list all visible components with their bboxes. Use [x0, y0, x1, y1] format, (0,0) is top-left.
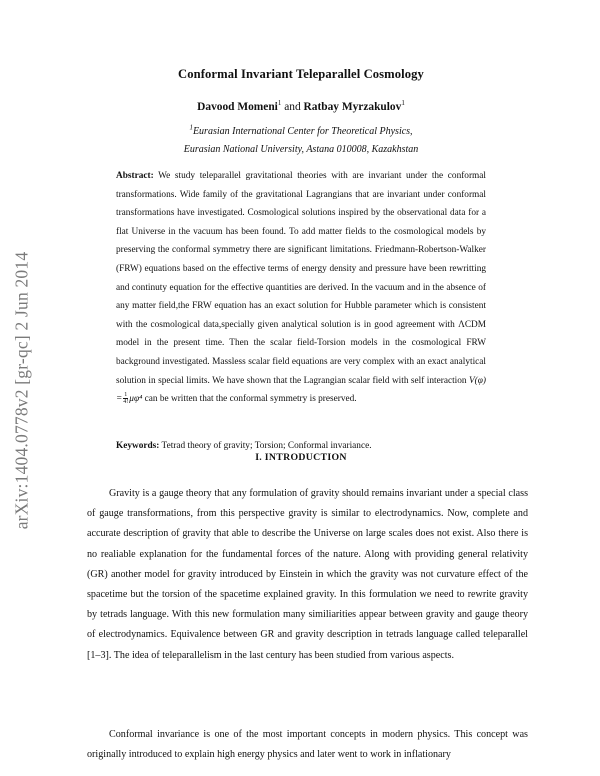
- author-list: [60, 101, 542, 113]
- paragraph-text: Conformal invariance is one of the most important concepts in modern physics. This concept was originally introduced to explain high energy physics and later went to work in inflationary: [87, 729, 528, 761]
- abstract-body-end: can be written that the conformal symmetry is preserved.: [144, 394, 357, 405]
- affiliation-line: [60, 144, 542, 155]
- author-affiliation-marker: 1: [401, 99, 405, 108]
- abstract-label: Abstract:: [116, 171, 154, 181]
- fraction-denominator: 4!: [123, 399, 129, 406]
- section-heading: I. INTRODUCTION: [255, 452, 347, 463]
- arxiv-id-text: arXiv:1404.0778v2 [gr-qc] 2 Jun 2014: [11, 251, 32, 529]
- paragraph-text: Gravity is a gauge theory that any formulation of gravity should remains invariant under a special class of gauge transformations, from this perspective gravity is similar to electrodynamics. Now, complete and accurate description of gravity that able to describe the Universe on large scales does not exist. Also there is no realiable explanation for the fundamental forces of the nature. Along with providing general relativity (GR) another model for gravity introduced by Einstein in which the gravity was not curvature effect of the spacetime but the torsion of the spacetime explained gravity. In this formulation we need to rewrite gravity by tetrads language. With this new formulation many similiarities appear between gravity and gauge theory of electrodynamics. Equivalence between GR and gravity description in tetrads language called teleparallel [1–3]. The idea of teleparallelism in the last century has been studied from various aspects.: [87, 488, 528, 661]
- affiliation-marker: 1: [189, 123, 193, 132]
- affiliation-text: Eurasian National University, Astana 010008, Kazakhstan: [183, 144, 419, 155]
- body-paragraph: [87, 725, 528, 765]
- author-affiliation-marker: 1: [277, 99, 282, 108]
- abstract-equation-rhs: μφ⁴: [129, 394, 143, 405]
- keywords-label: Keywords:: [116, 441, 160, 451]
- abstract-equation-fraction: [123, 392, 128, 405]
- author-name: Ratbay Myrzakulov: [303, 101, 402, 113]
- affiliation-line: [60, 123, 542, 137]
- keywords-text: Tetrad theory of gravity; Torsion; Conformal invariance.: [161, 441, 372, 451]
- author-connector: and: [284, 101, 301, 113]
- abstract: [116, 167, 486, 409]
- keywords: [116, 439, 486, 453]
- author-name: Davood Momeni: [197, 101, 278, 113]
- abstract-equation-lhs: V(φ) =: [116, 375, 486, 405]
- arxiv-identifier-stamp: [0, 200, 44, 580]
- affiliation-text: Eurasian International Center for Theoretical Physics,: [192, 126, 413, 137]
- body-paragraph: [87, 484, 528, 666]
- paper-title: Conformal Invariant Teleparallel Cosmology: [178, 67, 424, 81]
- abstract-body: We study teleparallel gravitational theories with are invariant under the conformal transformations. Wide family of the gravitational Lagrangians that are invariant under conformal transformations have investigated. Cosmological solutions inspired by the observational data for a flat Universe in the vacuum has been found. To add matter fields to the cosmological models by preserving the conformal symmetry there are significant limitations. Friedmann-Robertson-Walker (FRW) equations based on the effective terms of energy density and pressure have been rewritting and continuty equation for the effective quantities are derived. In the vacuum and in the absence of any matter field,the FRW equation has an exact solution for Hubble parameter which is consistent with the cosmological data,specially given analytical solution is in good agreement with ΛCDM model in the present time. Then the scalar field-Torsion models in the cosmological FRW background investigated. Massless scalar field equations are very complex with an exact analytical solution in special limits. We have shown that the Lagrangian scalar field with self interaction: [116, 171, 486, 386]
- fraction-numerator: 1: [124, 392, 128, 399]
